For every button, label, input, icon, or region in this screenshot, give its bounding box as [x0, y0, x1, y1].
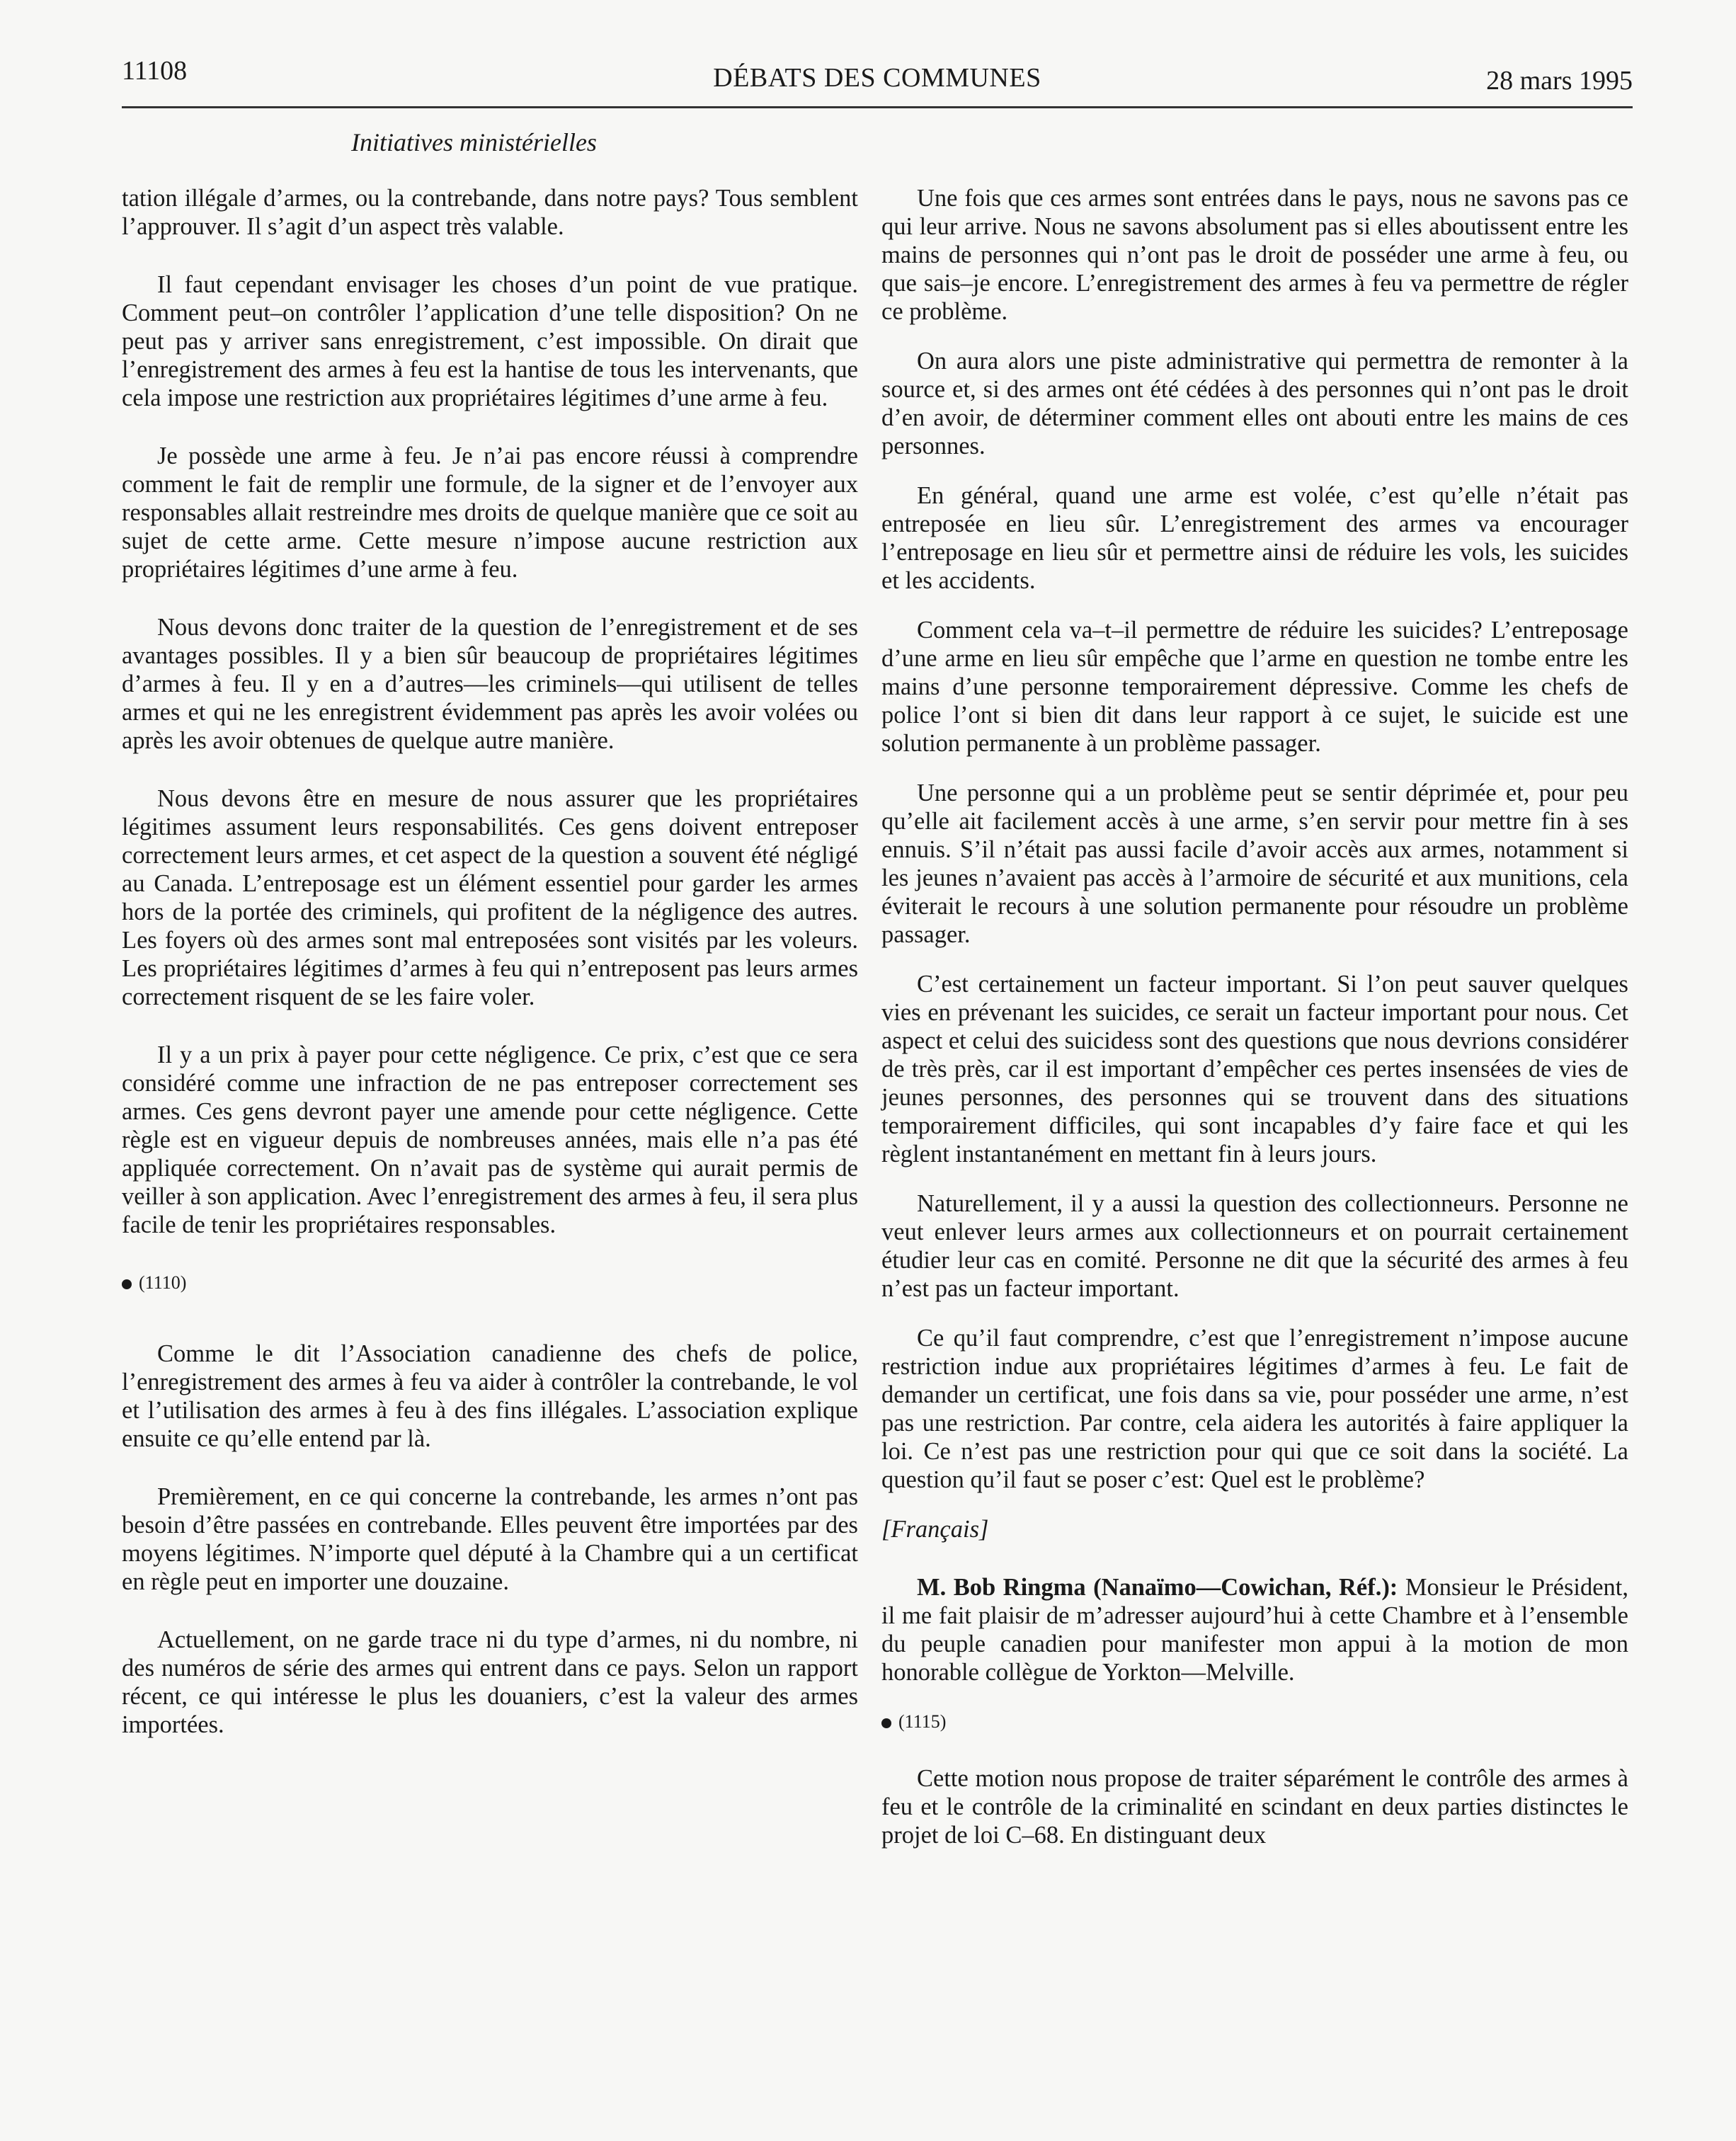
paragraph: Naturellement, il y a aussi la question des collectionneurs. Personne ne veut enlever leurs armes aux collectionneurs et on pourrait certainement étudier leur cas en comité. Personne ne dit que la sécurité des armes à feu n’est pas un facteur important.	[881, 1190, 1628, 1302]
right-column	[881, 184, 1628, 1871]
journal-title: DÉBATS DES COMMUNES	[713, 63, 1041, 93]
bullet-icon	[881, 1718, 891, 1728]
time-marker-text: (1115)	[898, 1711, 947, 1732]
left-column	[122, 184, 858, 1769]
paragraph: tation illégale d’armes, ou la contrebande, dans notre pays? Tous semblent l’approuver. Il s’agit d’un aspect très valable.	[122, 185, 858, 240]
page-number: 11108	[122, 56, 188, 86]
page-date: 28 mars 1995	[1486, 66, 1633, 96]
paragraph: Il faut cependant envisager les choses d’un point de vue pratique. Comment peut–on contrôler l’application d’une telle disposition? On ne peut pas y arriver sans enregistrement, c’est impossible. On dirait que l’enregistrement des armes à feu est la hantise de tous les intervenants, que cela impose une restriction aux propriétaires légitimes d’une arme à feu.	[122, 271, 858, 411]
paragraph: Une personne qui a un problème peut se sentir déprimée et, pour peu qu’elle ait facilement accès à une arme, s’en servir pour mettre fin à ses ennuis. S’il n’était pas aussi facile d’avoir accès aux armes, notamment si les jeunes n’avaient pas accès à l’armoire de sécurité et aux munitions, cela éviterait le recours à une solution permanente pour résoudre un problème passager.	[881, 780, 1628, 948]
time-marker	[122, 1269, 858, 1297]
paragraph: Nous devons être en mesure de nous assurer que les propriétaires légitimes assument leurs responsabilités. Ces gens doivent entreposer correctement leurs armes, et cet aspect de la question a souvent été négligé au Canada. L’entreposage est un élément essentiel pour garder les armes hors de la portée des criminels, qui profitent de la négligence des autres. Les foyers où des armes sont mal entreposées sont visités par les voleurs. Les propriétaires légitimes d’armes à feu qui n’entreposent pas leurs armes correctement risquent de se les faire voler.	[122, 785, 858, 1010]
speaker-paragraph	[881, 1573, 1628, 1686]
header-rule	[122, 106, 1633, 108]
page-header	[122, 55, 1633, 112]
paragraph: Ce qu’il faut comprendre, c’est que l’enregistrement n’impose aucune restriction indue aux propriétaires légitimes d’armes à feu. Le fait de demander un certificat, une fois dans sa vie, pour posséder une arme, n’est pas une restriction. Par contre, cela aidera les autorités à faire appliquer la loi. Ce n’est pas une restriction pour qui que ce soit dans la société. La question qu’il faut se poser c’est: Quel est le problème?	[881, 1325, 1628, 1493]
language-tag: [Français]	[881, 1516, 989, 1543]
paragraph: Une fois que ces armes sont entrées dans le pays, nous ne savons pas ce qui leur arrive. Nous ne savons absolument pas si elles aboutissent entre les mains de personnes qui n’ont pas le droit de posséder une arme à feu, ou que sais–je encore. L’enregistrement des armes à feu va permettre de régler ce problème.	[881, 185, 1628, 325]
speaker-name: M. Bob Ringma (Nanaïmo—Cowichan, Réf.):	[917, 1574, 1398, 1601]
bullet-icon	[122, 1279, 132, 1289]
paragraph: Comment cela va–t–il permettre de réduire les suicides? L’entreposage d’une arme en lieu sûr empêche que l’arme en question ne tombe entre les mains d’une personne temporairement dépressive. Comme les chefs de police l’ont si bien dit dans leur rapport à ce sujet, le suicide est une solution permanente à un problème passager.	[881, 617, 1628, 757]
speaker-text: Monsieur le Président, il me fait plaisir de m’adresser aujourd’hui à cette Chambre et à l’ensemble du peuple canadien pour manifester mon appui à la motion de mon honorable collègue de Yorkton—Melville.	[881, 1574, 1628, 1686]
paragraph: Premièrement, en ce qui concerne la contrebande, les armes n’ont pas besoin d’être passées en contrebande. Elles peuvent être importées par des moyens légitimes. N’importe quel député à la Chambre qui a un certificat en règle peut en importer une douzaine.	[122, 1483, 858, 1595]
paragraph: Cette motion nous propose de traiter séparément le contrôle des armes à feu et le contrôle de la criminalité en scindant en deux parties distinctes le projet de loi C–68. En distinguant deux	[881, 1765, 1628, 1849]
paragraph: En général, quand une arme est volée, c’est qu’elle n’était pas entreposée en lieu sûr. L’enregistrement des armes va encourager l’entreposage en lieu sûr et permettre ainsi de réduire les vols, les suicides et les accidents.	[881, 482, 1628, 594]
paragraph: Il y a un prix à payer pour cette négligence. Ce prix, c’est que ce sera considéré comme une infraction de ne pas entreposer correctement ses armes. Ces gens devront payer une amende pour cette négligence. Cette règle est en vigueur depuis de nombreuses années, mais elle n’a pas été appliquée correctement. On n’avait pas de système qui aurait permis de veiller à son application. Avec l’enregistrement des armes à feu, il sera plus facile de tenir les propriétaires responsables.	[122, 1041, 858, 1238]
paragraph: Comme le dit l’Association canadienne des chefs de police, l’enregistrement des armes à feu va aider à contrôler la contrebande, le vol et l’utilisation des armes à feu à des fins illégales. L’association explique ensuite ce qu’elle entend par là.	[122, 1340, 858, 1452]
time-marker	[881, 1708, 1628, 1736]
section-label: Initiatives ministérielles	[351, 128, 597, 156]
paragraph: C’est certainement un facteur important. Si l’on peut sauver quelques vies en prévenant les suicides, ce serait un facteur important pour nous. Cet aspect et celui des suicidess sont des questions que nous devrions considérer de très près, car il est important d’empêcher ces pertes insensées de vies de jeunes personnes, des personnes qui se trouvent dans des situations temporairement difficiles, qui sont incapables d’y faire face et qui les règlent instantanément en mettant fin à leurs jours.	[881, 971, 1628, 1167]
time-marker-text: (1110)	[139, 1272, 187, 1293]
paragraph: Actuellement, on ne garde trace ni du type d’armes, ni du nombre, ni des numéros de série des armes qui entrent dans ce pays. Selon un rapport récent, ce qui intéresse le plus les douaniers, c’est la valeur des armes importées.	[122, 1626, 858, 1738]
paragraph: Nous devons donc traiter de la question de l’enregistrement et de ses avantages possibles. Il y a bien sûr beaucoup de propriétaires légitimes d’armes à feu. Il y en a d’autres—les criminels—qui utilisent de telles armes et qui ne les enregistrent évidemment pas après les avoir volées ou après les avoir obtenues de quelque autre manière.	[122, 614, 858, 754]
paragraph: On aura alors une piste administrative qui permettra de remonter à la source et, si des armes ont été cédées à des personnes qui n’ont pas le droit d’en avoir, de déterminer comment elles ont abouti entre les mains de ces personnes.	[881, 348, 1628, 459]
paragraph: Je possède une arme à feu. Je n’ai pas encore réussi à comprendre comment le fait de remplir une formule, de la signer et de l’envoyer aux responsables allait restreindre mes droits de quelque manière que ce soit au sujet de cette arme. Cette mesure n’impose aucune restriction aux propriétaires légitimes d’une arme à feu.	[122, 443, 858, 583]
